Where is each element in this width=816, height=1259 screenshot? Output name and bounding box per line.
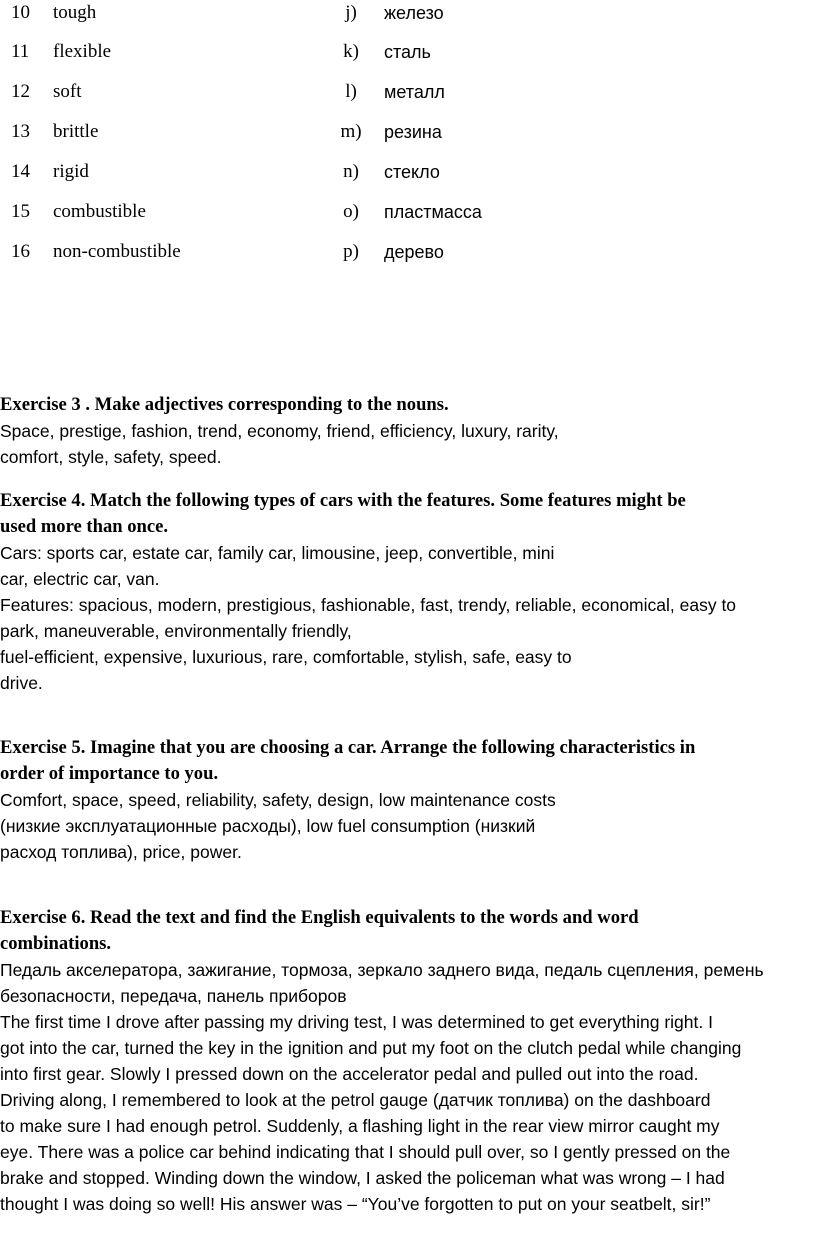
exercise-6-text: into first gear. Slowly I pressed down on the accelerator pedal and pulled out into the road. [0,1064,699,1084]
exercise-4-text: Features: spacious, modern, prestigious, fashionable, fast, trendy, reliable, economical, easy to [0,595,737,615]
exercise-3-text: Space, prestige, fashion, trend, economy, friend, efficiency, luxury, rarity, [0,421,559,441]
matching-row [0,200,816,224]
exercise-6-russian-words: безопасности, передача, панель приборов [0,986,347,1006]
row-letter: o) [343,201,359,222]
row-number: 12 [11,81,30,102]
exercise-5 [0,735,816,865]
row-letter: m) [340,121,362,142]
english-word: brittle [53,121,99,142]
exercise-6-text: Driving along, I remembered to look at the petrol gauge (датчик топлива) on the dashboard [0,1090,711,1110]
russian-word: пластмасса [384,202,482,222]
exercise-5-text: расход топлива), price, power. [0,842,242,862]
english-word: combustible [53,201,146,222]
russian-word: железо [384,3,444,23]
exercise-3 [0,392,816,470]
row-number: 15 [11,201,30,222]
exercise-4-text: park, maneuverable, environmentally friendly, [0,621,352,641]
matching-row [0,1,816,25]
exercise-3-text: comfort, style, safety, speed. [0,447,222,467]
exercise-6-title: Exercise 6. Read the text and find the English equivalents to the words and word [0,907,639,928]
english-word: flexible [53,41,112,62]
exercise-4-title: used more than once. [0,516,169,537]
exercise-5-text: Comfort, space, speed, reliability, safety, design, low maintenance costs [0,790,556,810]
row-letter: p) [343,241,359,262]
exercise-5-title: Exercise 5. Imagine that you are choosing a car. Arrange the following characteristics in [0,737,696,758]
exercise-4 [0,488,816,696]
exercise-6-title: combinations. [0,933,112,954]
exercise-6-text: to make sure I had enough petrol. Suddenly, a flashing light in the rear view mirror caught my [0,1116,720,1136]
exercise-4-text: car, electric car, van. [0,569,160,589]
matching-row [0,120,816,144]
row-letter: k) [343,41,359,62]
english-word: rigid [53,161,89,182]
exercise-6-text: thought I was doing so well! His answer was – “You’ve forgotten to put on your seatbelt, sir!” [0,1194,711,1214]
matching-row [0,80,816,104]
matching-row [0,160,816,184]
english-word: tough [53,2,97,23]
russian-word: стекло [384,162,440,182]
exercise-6-text: The first time I drove after passing my driving test, I was determined to get everything right. I [0,1012,713,1032]
exercise-6-text: got into the car, turned the key in the ignition and put my foot on the clutch pedal while changing [0,1038,742,1058]
exercise-4-title: Exercise 4. Match the following types of cars with the features. Some features might be [0,490,686,511]
exercise-6-russian-words: Педаль акселератора, зажигание, тормоза, зеркало заднего вида, педаль сцепления, ремень [0,960,764,980]
russian-word: металл [384,82,445,102]
row-number: 10 [11,2,30,23]
row-letter: j) [345,2,357,23]
exercise-6 [0,905,816,1217]
exercise-4-text: fuel-efficient, expensive, luxurious, rare, comfortable, stylish, safe, easy to [0,647,572,667]
exercise-6-text: eye. There was a police car behind indicating that I should pull over, so I gently pressed on the [0,1142,731,1162]
russian-word: резина [384,122,442,142]
exercise-3-title: Exercise 3 . Make adjectives corresponding to the nouns. [0,394,449,415]
exercise-4-text: Cars: sports car, estate car, family car, limousine, jeep, convertible, mini [0,543,555,563]
row-number: 16 [11,241,30,262]
matching-row [0,40,816,64]
exercise-5-text: (низкие эксплуатационные расходы), low fuel consumption (низкий [0,816,536,836]
english-word: soft [53,81,82,102]
english-word: non-combustible [53,241,181,262]
exercise-6-text: brake and stopped. Winding down the window, I asked the policeman what was wrong – I had [0,1168,725,1188]
row-number: 14 [11,161,30,182]
row-letter: n) [343,161,359,182]
russian-word: дерево [384,242,444,262]
exercise-5-title: order of importance to you. [0,763,219,784]
row-letter: l) [345,81,357,102]
row-number: 13 [11,121,30,142]
exercise-4-text: drive. [0,673,43,693]
russian-word: сталь [384,42,431,62]
matching-row [0,240,816,264]
row-number: 11 [11,41,30,62]
